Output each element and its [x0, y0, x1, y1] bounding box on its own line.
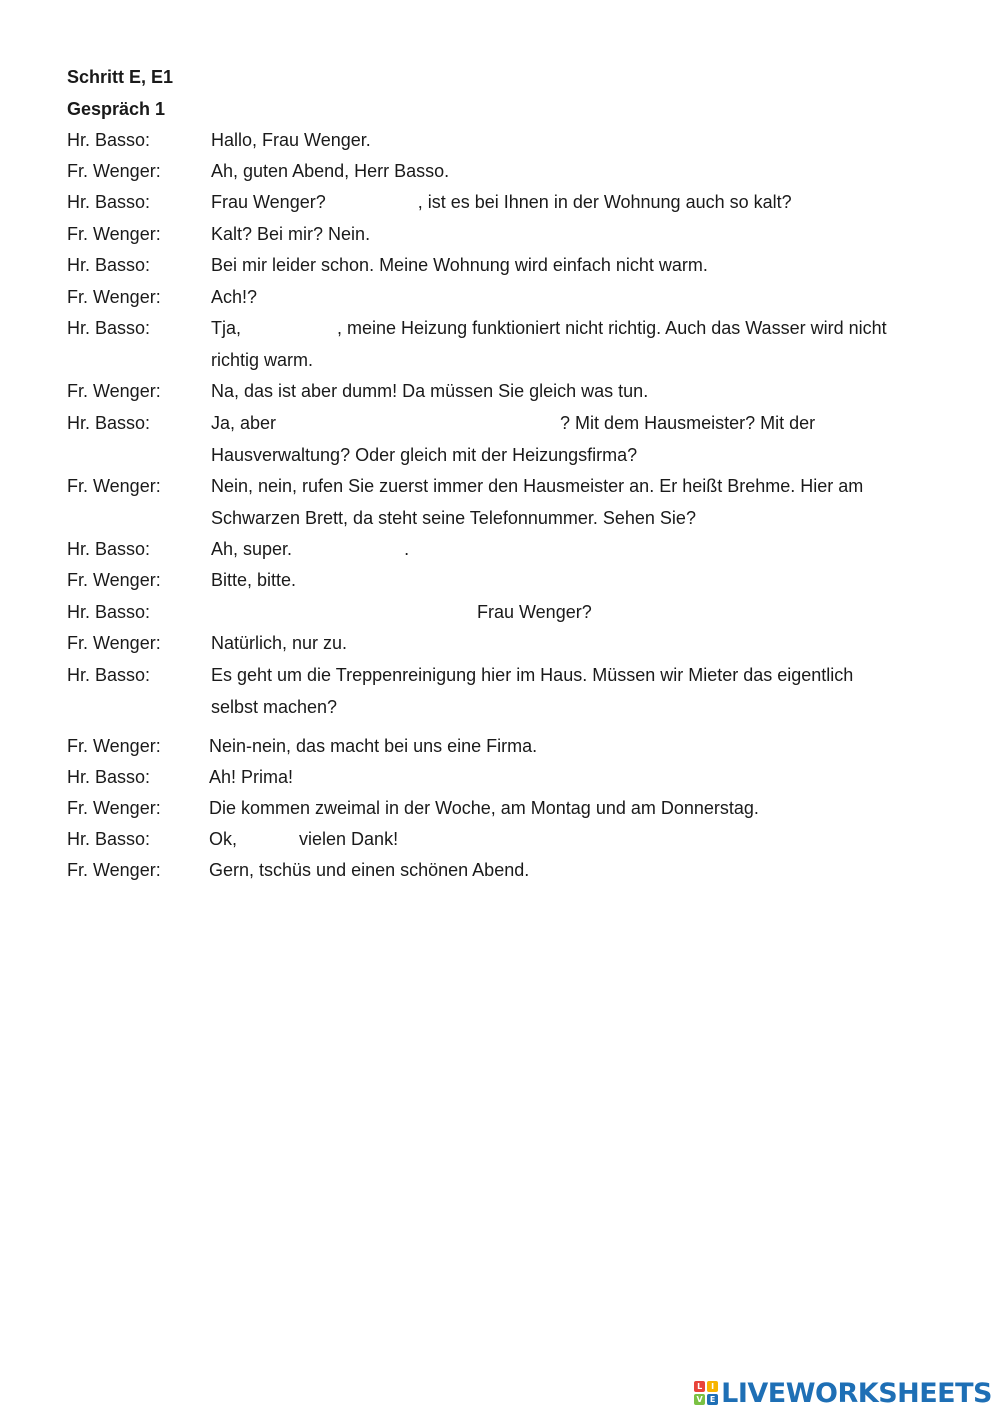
- speaker-label: Hr. Basso:: [67, 318, 151, 338]
- speaker-label: Fr. Wenger:: [67, 224, 161, 244]
- dialogue-text: Frau Wenger?: [211, 596, 592, 628]
- speaker-label: Hr. Basso:: [67, 413, 151, 433]
- dialogue-text: Ah, guten Abend, Herr Basso.: [211, 161, 450, 181]
- speaker-label: Hr. Basso:: [67, 192, 151, 212]
- dialogue-text: Die kommen zweimal in der Woche, am Montag und am Donnerstag.: [209, 798, 759, 818]
- dialogue-text: Ah, super. .: [211, 539, 410, 559]
- dialogue-text: Gern, tschüs und einen schönen Abend.: [209, 860, 530, 880]
- dialogue-text: Ok, vielen Dank!: [209, 829, 399, 849]
- speaker-label: Fr. Wenger:: [67, 570, 161, 590]
- speaker-label: Hr. Basso:: [67, 130, 151, 150]
- dialogue-text: Na, das ist aber dumm! Da müssen Sie gleich was tun.: [211, 381, 649, 401]
- logo-letter: L: [694, 1381, 705, 1392]
- dialogue-text: Frau Wenger? , ist es bei Ihnen in der Wohnung auch so kalt?: [211, 192, 792, 212]
- dialogue-text: Kalt? Bei mir? Nein.: [211, 224, 371, 244]
- answer-gap[interactable]: [292, 537, 404, 559]
- dialogue-text: Hallo, Frau Wenger.: [211, 130, 371, 150]
- speaker-label: Fr. Wenger:: [67, 736, 161, 756]
- speaker-label: Fr. Wenger:: [67, 287, 161, 307]
- speaker-label: Hr. Basso:: [67, 602, 151, 622]
- logo-letter: I: [707, 1381, 718, 1392]
- logo-wordmark: LIVEWORKSHEETS: [721, 1377, 992, 1409]
- worksheet-title: Schritt E, E1: [67, 67, 174, 87]
- answer-gap[interactable]: [237, 827, 299, 849]
- conversation-title: Gespräch 1: [67, 99, 166, 119]
- speaker-label: Fr. Wenger:: [67, 798, 161, 818]
- dialogue-text: Nein-nein, das macht bei uns eine Firma.: [209, 736, 538, 756]
- dialogue-text: Nein, nein, rufen Sie zuerst immer den Hausmeister an. Er heißt Brehme. Hier am: [211, 476, 864, 496]
- speaker-label: Fr. Wenger:: [67, 161, 161, 181]
- dialogue-text: Natürlich, nur zu.: [211, 633, 348, 653]
- dialogue-text-continued: Hausverwaltung? Oder gleich mit der Heizungsfirma?: [211, 445, 638, 465]
- speaker-label: Fr. Wenger:: [67, 476, 161, 496]
- dialogue-text: Tja, , meine Heizung funktioniert nicht richtig. Auch das Wasser wird nicht: [211, 318, 887, 338]
- dialogue-text: Ah! Prima!: [209, 767, 294, 787]
- speaker-label: Hr. Basso:: [67, 255, 151, 275]
- speaker-label: Hr. Basso:: [67, 665, 151, 685]
- speaker-label: Fr. Wenger:: [67, 381, 161, 401]
- speaker-label: Fr. Wenger:: [67, 860, 161, 880]
- answer-gap[interactable]: [276, 411, 560, 433]
- speaker-label: Hr. Basso:: [67, 539, 151, 559]
- speaker-label: Hr. Basso:: [67, 829, 151, 849]
- logo-letter: E: [707, 1394, 718, 1405]
- answer-gap[interactable]: [326, 190, 418, 212]
- dialogue-text: Bitte, bitte.: [211, 570, 297, 590]
- liveworksheets-logo[interactable]: [694, 1378, 992, 1408]
- speaker-label: Fr. Wenger:: [67, 633, 161, 653]
- dialogue-text: Bei mir leider schon. Meine Wohnung wird einfach nicht warm.: [211, 255, 708, 275]
- dialogue-text-continued: selbst machen?: [211, 697, 338, 717]
- speaker-label: Hr. Basso:: [67, 767, 151, 787]
- logo-letter: V: [694, 1394, 705, 1405]
- dialogue-text: Ja, aber ? Mit dem Hausmeister? Mit der: [211, 413, 816, 433]
- dialogue-text: Es geht um die Treppenreinigung hier im Haus. Müssen wir Mieter das eigentlich: [211, 665, 854, 685]
- answer-gap[interactable]: [211, 600, 477, 622]
- logo-mark-icon: [694, 1381, 718, 1405]
- dialogue-text-continued: Schwarzen Brett, da steht seine Telefonnummer. Sehen Sie?: [211, 508, 696, 528]
- dialogue-text: Ach!?: [211, 287, 258, 307]
- dialogue-text-continued: richtig warm.: [211, 350, 314, 370]
- answer-gap[interactable]: [241, 316, 337, 338]
